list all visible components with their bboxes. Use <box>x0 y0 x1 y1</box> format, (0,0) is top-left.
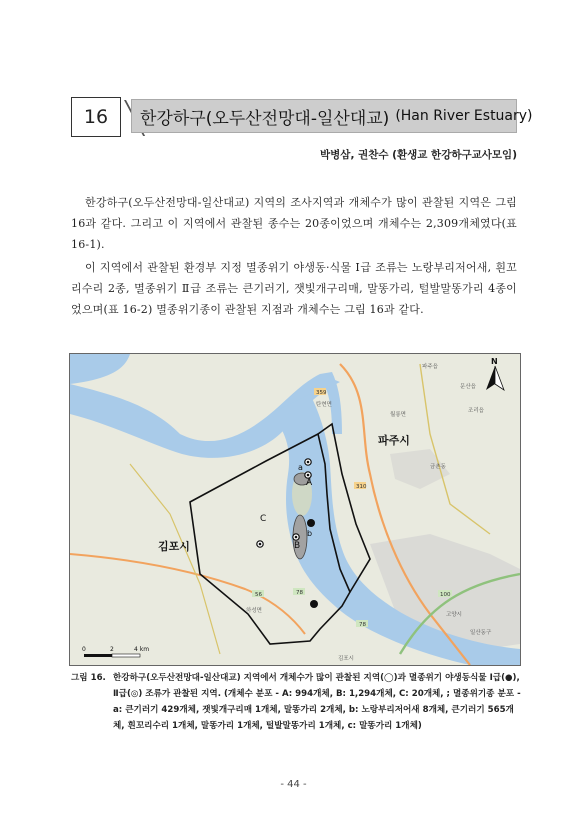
place-label: 조리읍 <box>468 408 484 414</box>
route-label: 78 <box>359 622 366 628</box>
route-label: 56 <box>255 592 262 598</box>
study-area-map <box>69 353 521 666</box>
place-label: 금촌동 <box>430 464 446 470</box>
paragraph-2: 이 지역에서 관찰된 환경부 지정 멸종위기 야생동·식물 Ⅰ급 조류는 노랑부리저어새, 흰꼬리수리 2종, 멸종위기 Ⅱ급 조류는 큰기러기, 잿빛개구리매, 말똥가리, 털발말똥가리 4종이었으며(표 16-2) 멸종위기종이 관찰된 지점과 개체수는 그림 16과 같다. <box>71 261 517 316</box>
scale-label-2: 2 <box>110 646 114 653</box>
label-b-small: b <box>307 529 313 538</box>
section-header <box>71 97 533 137</box>
section-number: 16 <box>71 97 121 137</box>
place-label: 문산읍 <box>460 384 476 390</box>
place-label: 고양시 <box>446 612 462 618</box>
label-paju: 파주시 <box>378 434 410 447</box>
map-graphic <box>70 354 520 665</box>
place-label: 하성면 <box>246 608 262 614</box>
figure-caption <box>71 670 523 734</box>
route-label: 78 <box>296 590 303 596</box>
place-label: 일산동구 <box>470 630 492 636</box>
class2-marker-dot <box>307 461 310 464</box>
place-label: 파주읍 <box>422 364 438 370</box>
scale-label-0: 0 <box>82 646 86 653</box>
class2-marker-dot <box>295 536 298 539</box>
label-c: C <box>260 514 267 524</box>
label-gimpo: 김포시 <box>158 540 190 553</box>
label-b: B <box>294 541 301 551</box>
class1-marker <box>310 600 318 608</box>
scale-label-4: 4 km <box>134 646 150 653</box>
authors: 박병삼, 권찬수 (환생교 한강하구교사모임) <box>320 149 517 161</box>
place-label: 탄현면 <box>316 402 332 408</box>
caption-lead: 그림 16. <box>71 673 106 683</box>
north-label: N <box>491 357 498 366</box>
place-label: 월롱면 <box>390 412 406 418</box>
class2-marker-dot <box>307 474 310 477</box>
caption-body: 한강하구(오두산전망대-일산대교) 지역에서 개체수가 많이 관찰된 지역(◯)과 멸종위기 야생동식물 Ⅰ급(●), Ⅱ급(◎) 조류가 관찰된 지역. (개체수 분포 - A: 994개체, B: 1,294개체, C: 20개체, ; 멸종위기종 분포 - a: 큰기러기 429개체, 잿빛개구리매 1개체, 말똥가리 2개체, b: 노랑부리저어새 8개체, 큰기러기 565개체, 흰꼬리수리 1개체, 말똥가리 1개체, 털발말똥가리 1개체, c: 말똥가리 1개체) <box>113 673 521 731</box>
paragraph-1: 한강하구(오두산전망대-일산대교) 지역의 조사지역과 개체수가 많이 관찰된 지역은 그림 16과 같다. 그리고 이 지역에서 관찰된 종수는 20종이었으며 개체수는 2,309개체였다(표 16-1). <box>71 196 517 251</box>
title-korean: 한강하구(오두산전망대-일산대교) <box>140 108 390 129</box>
section-title <box>131 99 533 133</box>
title-english: (Han River Estuary) <box>395 108 533 124</box>
route-label: 310 <box>356 484 367 490</box>
page-number: - 44 - <box>280 779 307 790</box>
class2-marker-dot <box>259 543 262 546</box>
label-a-small: a <box>298 463 303 472</box>
class1-marker <box>307 519 315 527</box>
route-label: 100 <box>440 592 451 598</box>
label-a: A <box>306 478 313 488</box>
place-label: 김포시 <box>338 656 354 662</box>
route-label: 359 <box>316 390 327 396</box>
